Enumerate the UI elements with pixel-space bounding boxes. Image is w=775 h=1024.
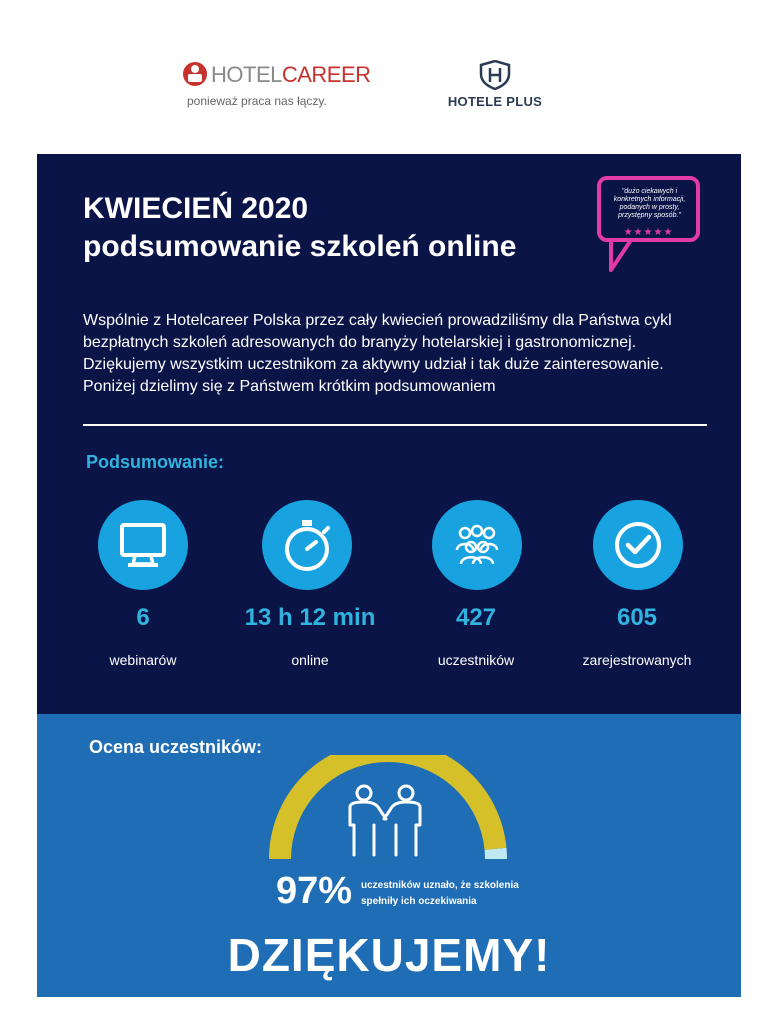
gauge-fill: [280, 755, 496, 859]
stat-label: online: [291, 652, 329, 668]
page-subtitle: podsumowanie szkoleń online: [83, 230, 517, 263]
monitor-icon: [98, 500, 188, 590]
handshake-people-icon: [350, 786, 420, 855]
stopwatch-icon: [262, 500, 352, 590]
thank-you-text: DZIĘKUJEMY!: [227, 929, 551, 981]
shield-h-logo-icon: [478, 60, 512, 90]
summary-heading: Podsumowanie:: [86, 452, 225, 472]
intro-line: bezpłatnych szkoleń adresowanych do branyży hotelarskiej i gastronomicznej.: [83, 334, 637, 351]
hotelcareer-logo: [183, 62, 383, 112]
stat-label: uczestników: [437, 652, 515, 668]
rating-heading: Ocena uczestników:: [89, 737, 263, 757]
satisfaction-note: uczestników uznało, że szkolenia spełniły ich oczekiwania: [361, 880, 519, 907]
stat-label: webinarów: [109, 652, 177, 668]
speech-bubble-tail: [607, 238, 637, 274]
hotele-plus-logo: [440, 60, 550, 112]
stat-label: zarejestrowanych: [582, 652, 692, 668]
checkmark-icon: [593, 500, 683, 590]
hotelcareer-wordmark: HOTELCAREER: [211, 62, 371, 87]
stat-value: 605: [616, 604, 658, 631]
divider: [83, 424, 707, 426]
testimonial-quote: "dużo ciekawych i konkretnych informacji, podanych w prosty, przystępny sposób.": [613, 188, 686, 219]
intro-line: Dziękujemy wszystkim uczestnikom za aktywny udział i tak duże zainteresowanie.: [83, 356, 664, 373]
hotelcareer-tagline: ponieważ praca nas łączy.: [187, 94, 327, 108]
stat-value: 13 h 12 min: [244, 604, 376, 631]
hotele-plus-wordmark: HOTELE PLUS: [447, 94, 543, 109]
stat-value: 6: [136, 604, 150, 631]
intro-paragraph: [83, 310, 723, 398]
page-title: KWIECIEŃ 2020: [83, 192, 309, 225]
stat-value: 427: [455, 604, 497, 631]
intro-line: Wspólnie z Hotelcareer Polska przez cały kwiecień prowadziliśmy dla Państwa cykl: [83, 312, 672, 329]
testimonial-bubble: [597, 176, 700, 242]
satisfaction-gauge: [260, 755, 520, 865]
hotelcareer-logo-icon: [183, 62, 207, 86]
intro-line: Poniżej dzielimy się z Państwem krótkim podsumowaniem: [83, 378, 496, 395]
people-group-icon: [432, 500, 522, 590]
satisfaction-percent: 97%: [276, 870, 353, 912]
rating-stars: ★★★★★: [623, 227, 674, 238]
